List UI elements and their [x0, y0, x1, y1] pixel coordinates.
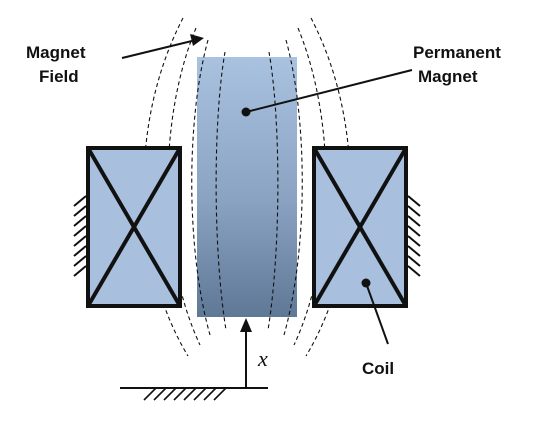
base-ground	[120, 388, 268, 400]
right-coil	[314, 148, 406, 306]
coil-label: Coil	[362, 359, 395, 378]
left-coil-ground-hatch	[74, 196, 86, 276]
magnet-field-pointer-arrow	[122, 34, 204, 58]
magnet-field-label-line2: Field	[39, 67, 79, 86]
displacement-label: x	[258, 346, 268, 371]
magnet-field-label-line1: Magnet	[26, 43, 86, 62]
left-coil	[88, 148, 180, 306]
permanent-magnet	[197, 57, 297, 317]
permanent-magnet-label-line1: Permanent	[413, 43, 501, 62]
displacement-arrow	[240, 318, 252, 388]
right-coil-ground-hatch	[408, 196, 420, 276]
permanent-magnet-label-line2: Magnet	[418, 67, 478, 86]
